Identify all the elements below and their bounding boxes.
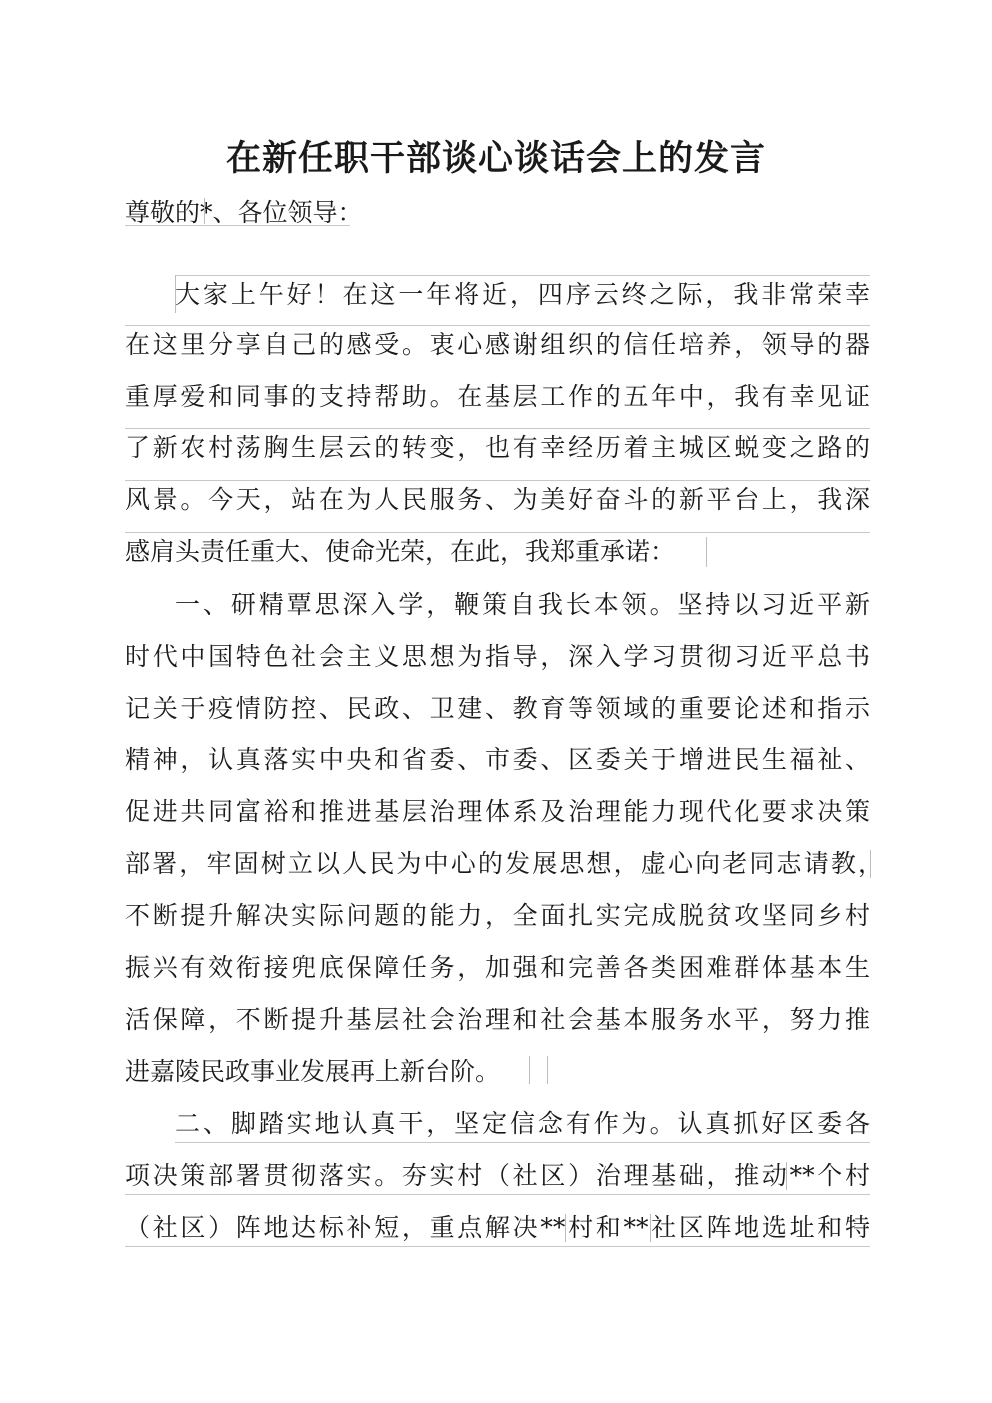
edit-mark: [547, 1056, 548, 1084]
paragraph-line: （社区）阵地达标补短，重点解决**村和**社区阵地选址和特: [125, 1213, 870, 1242]
underline-rule: [125, 480, 870, 481]
paragraph-line: 不断提升解决实际问题的能力，全面扎实完成脱贫攻坚同乡村: [125, 901, 870, 930]
underline-rule: [175, 275, 870, 276]
paragraph-line: 重厚爱和同事的支持帮助。在基层工作的五年中，我有幸见证: [125, 382, 870, 411]
underline-rule: [125, 325, 870, 326]
edit-mark: [204, 198, 205, 224]
underline-rule: [125, 428, 870, 429]
document-title: 在新任职干部谈心谈话会上的发言: [225, 138, 766, 179]
salutation: 尊敬的*、各位领导：: [125, 198, 363, 227]
edit-mark: [786, 1162, 787, 1190]
underline-rule: [125, 225, 350, 226]
underline-rule: [125, 1194, 870, 1195]
edit-mark: [175, 275, 176, 313]
edit-mark: [650, 1214, 651, 1242]
underline-rule: [125, 532, 870, 533]
edit-mark: [529, 1056, 530, 1084]
paragraph-line: 了新农村荡胸生层云的转变，也有幸经历着主城区蜕变之路的: [125, 433, 870, 462]
paragraph-line: 项决策部署贯彻落实。夯实村（社区）治理基础，推动**个村: [125, 1161, 870, 1190]
paragraph-line: 在这里分享自己的感受。衷心感谢组织的信任培养，领导的器: [125, 330, 870, 359]
edit-mark: [870, 850, 871, 878]
paragraph-line: 二、脚踏实地认真干，坚定信念有作为。认真抓好区委各: [175, 1109, 870, 1138]
paragraph-line: 记关于疫情防控、民政、卫建、教育等领域的重要论述和指示: [125, 694, 870, 723]
edit-mark: [706, 537, 707, 567]
paragraph-line: 时代中国特色社会主义思想为指导，深入学习贯彻习近平总书: [125, 642, 870, 671]
paragraph-line: 精神，认真落实中央和省委、市委、区委关于增进民生福祉、: [125, 745, 870, 774]
paragraph-line: 振兴有效衔接兜底保障任务，加强和完善各类困难群体基本生: [125, 953, 870, 982]
paragraph-line: 大家上午好！在这一年将近，四序云终之际，我非常荣幸: [175, 280, 870, 309]
paragraph-line: 风景。今天，站在为人民服务、为美好奋斗的新平台上，我深: [125, 485, 870, 514]
edit-mark: [565, 1214, 566, 1242]
paragraph-line: 一、研精覃思深入学，鞭策自我长本领。坚持以习近平新: [175, 590, 870, 619]
paragraph-line: 促进共同富裕和推进基层治理体系及治理能力现代化要求决策: [125, 797, 870, 826]
underline-rule: [125, 1246, 870, 1247]
underline-rule: [175, 1142, 870, 1143]
paragraph-line: 部署，牢固树立以人民为中心的发展思想，虚心向老同志请教，: [125, 849, 883, 878]
paragraph-line: 感肩头责任重大、使命光荣，在此，我郑重承诺：: [125, 537, 676, 566]
paragraph-line: 活保障，不断提升基层社会治理和社会基本服务水平，努力推: [125, 1005, 870, 1034]
paragraph-line: 进嘉陵民政事业发展再上新台阶。: [125, 1057, 501, 1086]
